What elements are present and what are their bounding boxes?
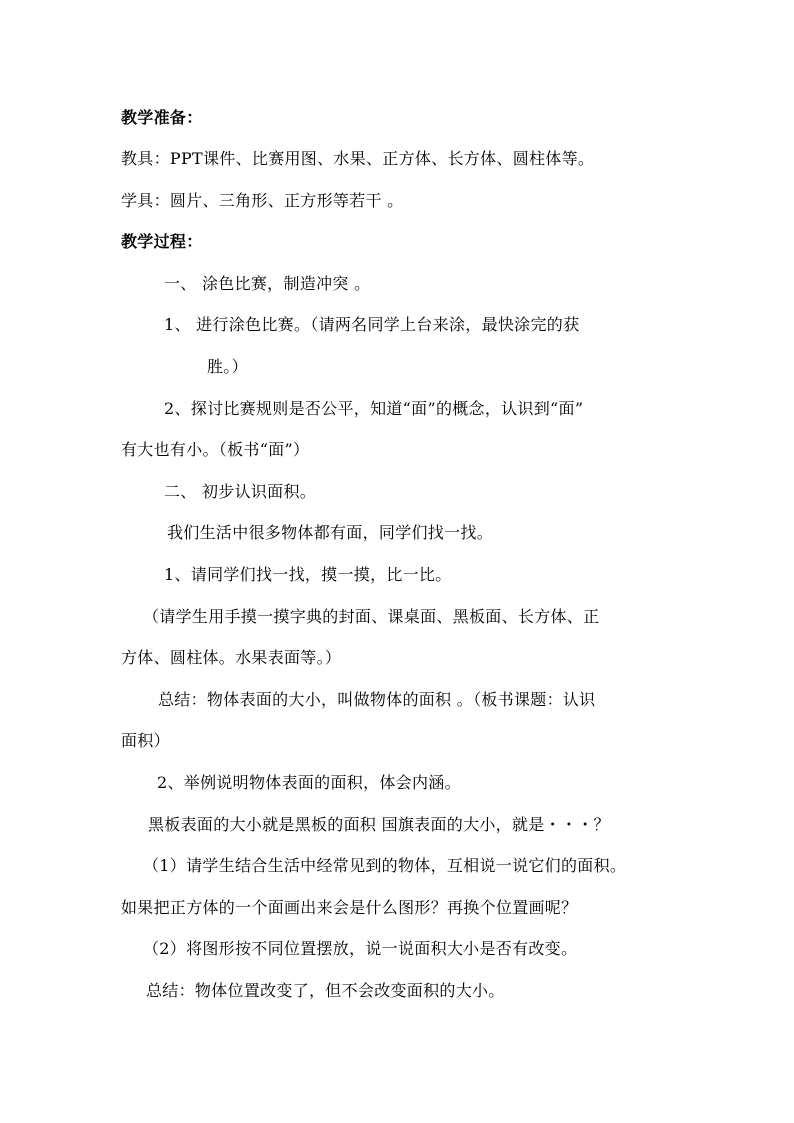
paragraph-line: 1、 进行涂色比赛。（请两名同学上台来涂，最快涂完的获 [164,315,580,334]
paragraph-line: 胜。） [207,357,248,376]
process-heading: 教学过程： [121,232,203,251]
paragraph-line: 总结：物体位置改变了，但不会改变面积的大小。 [146,981,505,1000]
section-two-heading: 二、 初步认识面积。 [164,482,317,501]
student-tools-line: 学具：圆片、三角形、正方形等若干 。 [121,191,404,210]
paragraph-line: 我们生活中很多物体都有面，同学们找一找。 [167,523,494,542]
paragraph-line: 方体、圆柱体。水果表面等。） [121,648,342,667]
teacher-tools-line: 教具：PPT课件、比赛用图、水果、正方体、长方体、圆柱体等。 [121,149,595,168]
paragraph-line: （请学生用手摸一摸字典的封面、课桌面、黑板面、长方体、正 [143,607,600,626]
paragraph-line: （2）将图形按不同位置摆放，说一说面积大小是否有改变。 [143,939,578,958]
paragraph-line: 2、探讨比赛规则是否公平，知道“面”的概念，认识到“面” [164,399,584,418]
paragraph-line: 有大也有小。（板书“面”） [121,440,310,459]
paragraph-line: 1、请同学们找一找，摸一摸，比一比。 [164,565,452,584]
paragraph-line: 黑板表面的大小就是黑板的面积 国旗表面的大小，就是・・・？ [148,815,610,834]
paragraph-line: 面积） [121,731,170,750]
paragraph-line: 如果把正方体的一个面画出来会是什么图形？再换个位置画呢？ [121,898,578,917]
paragraph-line: （1）请学生结合生活中经常见到的物体，互相说一说它们的面积。 [143,856,627,875]
paragraph-line: 2、举例说明物体表面的面积，体会内涵。 [157,773,461,792]
paragraph-line: 总结：物体表面的大小，叫做物体的面积 。（板书课题：认识 [158,690,596,709]
preparation-heading: 教学准备： [121,108,203,127]
section-one-heading: 一、 涂色比赛，制造冲突 。 [164,274,371,293]
